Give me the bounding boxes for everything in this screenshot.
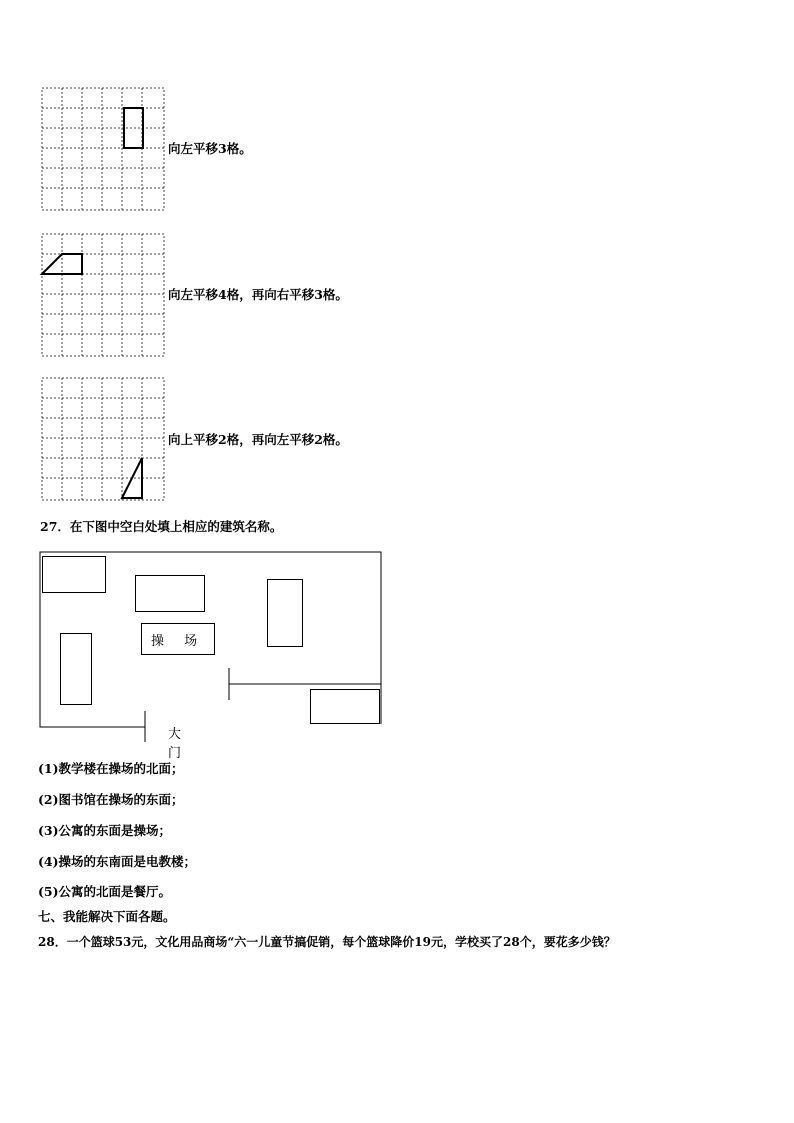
blank-box-northwest[interactable] bbox=[42, 556, 106, 593]
grid-caption-2: 向左平移4格，再向右平移3格。 bbox=[168, 287, 348, 302]
question-27-item-3: (3)公寓的东面是操场； bbox=[38, 823, 172, 838]
grid-caption-1: 向左平移3格。 bbox=[168, 141, 252, 156]
question-27-item-2: (2)图书馆在操场的东面； bbox=[38, 792, 184, 807]
question-28-text: 28．一个篮球53元，文化用品商场“六一儿童节搞促销，每个篮球降价19元，学校买了28个，要花多少钱？ bbox=[38, 935, 616, 949]
playground-label: 操 场 bbox=[151, 634, 206, 649]
grid-caption-3: 向上平移2格，再向左平移2格。 bbox=[168, 432, 348, 447]
question-27-item-4: (4)操场的东南面是电教楼； bbox=[38, 854, 197, 869]
section-7-title: 七、我能解决下面各题。 bbox=[38, 909, 176, 924]
question-27-item-5: (5)公寓的北面是餐厅。 bbox=[38, 884, 172, 899]
blank-box-southeast[interactable] bbox=[310, 689, 380, 724]
blank-box-east[interactable] bbox=[267, 579, 303, 647]
question-27-item-1: (1)教学楼在操场的北面； bbox=[38, 761, 184, 776]
blank-box-west[interactable] bbox=[60, 633, 92, 705]
gate-label: 大 门 bbox=[168, 727, 188, 761]
question-27-title: 27．在下图中空白处填上相应的建筑名称。 bbox=[40, 519, 283, 534]
playground-box bbox=[141, 623, 215, 655]
blank-box-north[interactable] bbox=[135, 575, 205, 612]
